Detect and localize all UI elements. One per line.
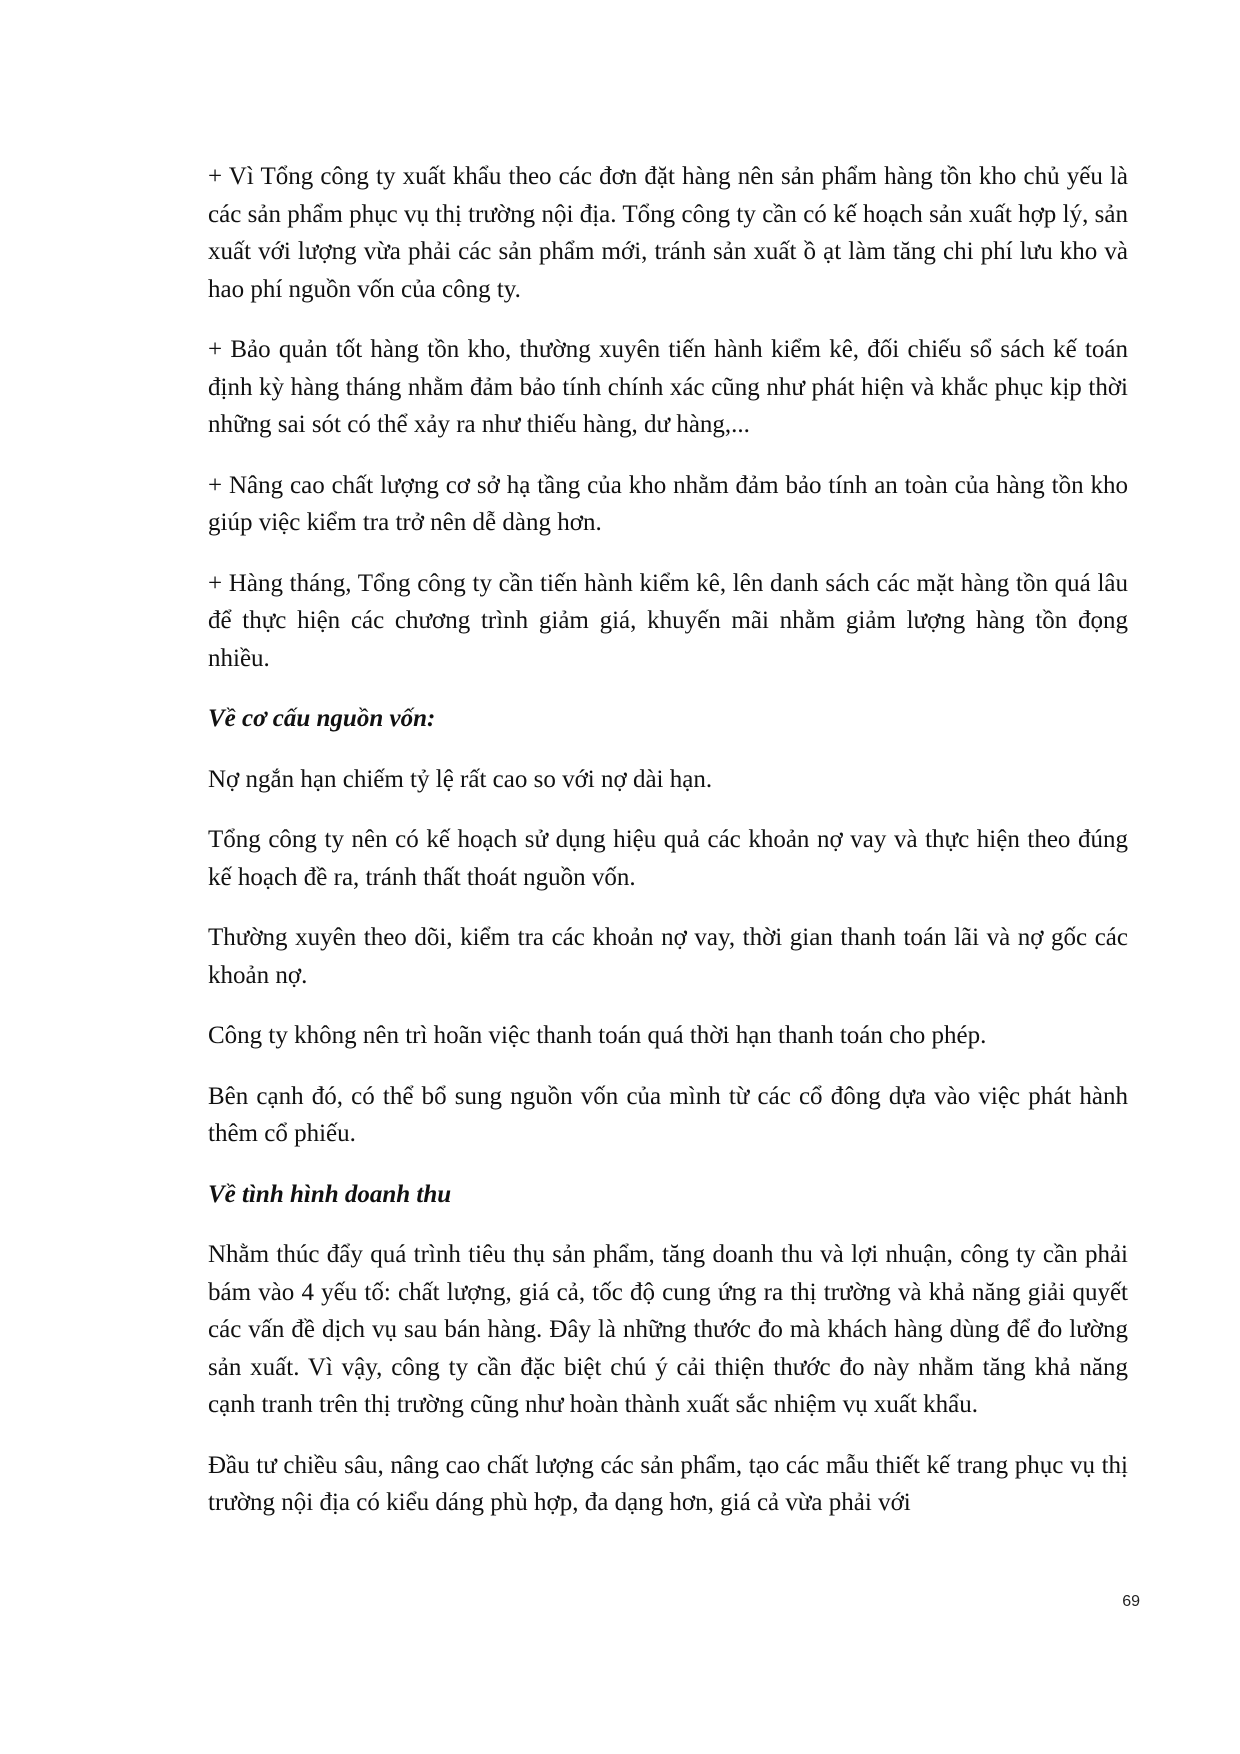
section-heading-capital-structure: Về cơ cấu nguồn vốn: [208, 705, 436, 732]
document-body [208, 158, 1128, 1545]
paragraph-inventory-export: + Vì Tổng công ty xuất khẩu theo các đơn đặt hàng nên sản phẩm hàng tồn kho chủ yếu là các sản phẩm phục vụ thị trường nội địa. Tổng công ty cần có kế hoạch sản xuất hợp lý, sản xuất với lượng vừa phải các sản phẩm mới, tránh sản xuất ồ ạt làm tăng chi phí lưu kho và hao phí nguồn vốn của công ty. [208, 163, 1128, 303]
paragraph-investment-depth: Đầu tư chiều sâu, nâng cao chất lượng các sản phẩm, tạo các mẫu thiết kế trang phục vụ thị trường nội địa có kiểu dáng phù hợp, đa dạng hơn, giá cả vừa phải với [208, 1451, 1128, 1516]
paragraph-warehouse-infrastructure: + Nâng cao chất lượng cơ sở hạ tầng của kho nhằm đảm bảo tính an toàn của hàng tồn kho giúp việc kiểm tra trở nên dễ dàng hơn. [208, 471, 1128, 536]
paragraph-share-issuance: Bên cạnh đó, có thể bổ sung nguồn vốn của mình từ các cổ đông dựa vào việc phát hành thêm cổ phiếu. [208, 1082, 1128, 1147]
paragraph-monthly-inventory: + Hàng tháng, Tổng công ty cần tiến hành kiểm kê, lên danh sách các mặt hàng tồn quá lâu để thực hiện các chương trình giảm giá, khuyến mãi nhằm giảm lượng hàng tồn đọng nhiều. [208, 569, 1128, 672]
paragraph-debt-monitoring: Thường xuyên theo dõi, kiểm tra các khoản nợ vay, thời gian thanh toán lãi và nợ gốc các khoản nợ. [208, 924, 1128, 989]
paragraph-short-term-debt: Nợ ngắn hạn chiếm tỷ lệ rất cao so với nợ dài hạn. [208, 765, 713, 793]
paragraph-debt-plan: Tổng công ty nên có kế hoạch sử dụng hiệu quả các khoản nợ vay và thực hiện theo đúng kế hoạch đề ra, tránh thất thoát nguồn vốn. [208, 826, 1128, 891]
paragraph-revenue-factors: Nhằm thúc đẩy quá trình tiêu thụ sản phẩm, tăng doanh thu và lợi nhuận, công ty cần phải bám vào 4 yếu tố: chất lượng, giá cả, tốc độ cung ứng ra thị trường và khả năng giải quyết các vấn đề dịch vụ sau bán hàng. Đây là những thước đo mà khách hàng dùng để đo lường sản xuất. Vì vậy, công ty cần đặc biệt chú ý cải thiện thước đo này nhằm tăng khả năng cạnh tranh trên thị trường cũng như hoàn thành xuất sắc nhiệm vụ xuất khẩu. [208, 1241, 1128, 1418]
paragraph-payment-delay: Công ty không nên trì hoãn việc thanh toán quá thời hạn thanh toán cho phép. [208, 1022, 987, 1049]
paragraph-inventory-storage: + Bảo quản tốt hàng tồn kho, thường xuyên tiến hành kiểm kê, đối chiếu sổ sách kế toán định kỳ hàng tháng nhằm đảm bảo tính chính xác cũng như phát hiện và khắc phục kịp thời những sai sót có thể xảy ra như thiếu hàng, dư hàng,... [208, 336, 1128, 438]
page-number: 69 [1122, 1593, 1140, 1610]
section-heading-revenue: Về tình hình doanh thu [208, 1180, 452, 1208]
